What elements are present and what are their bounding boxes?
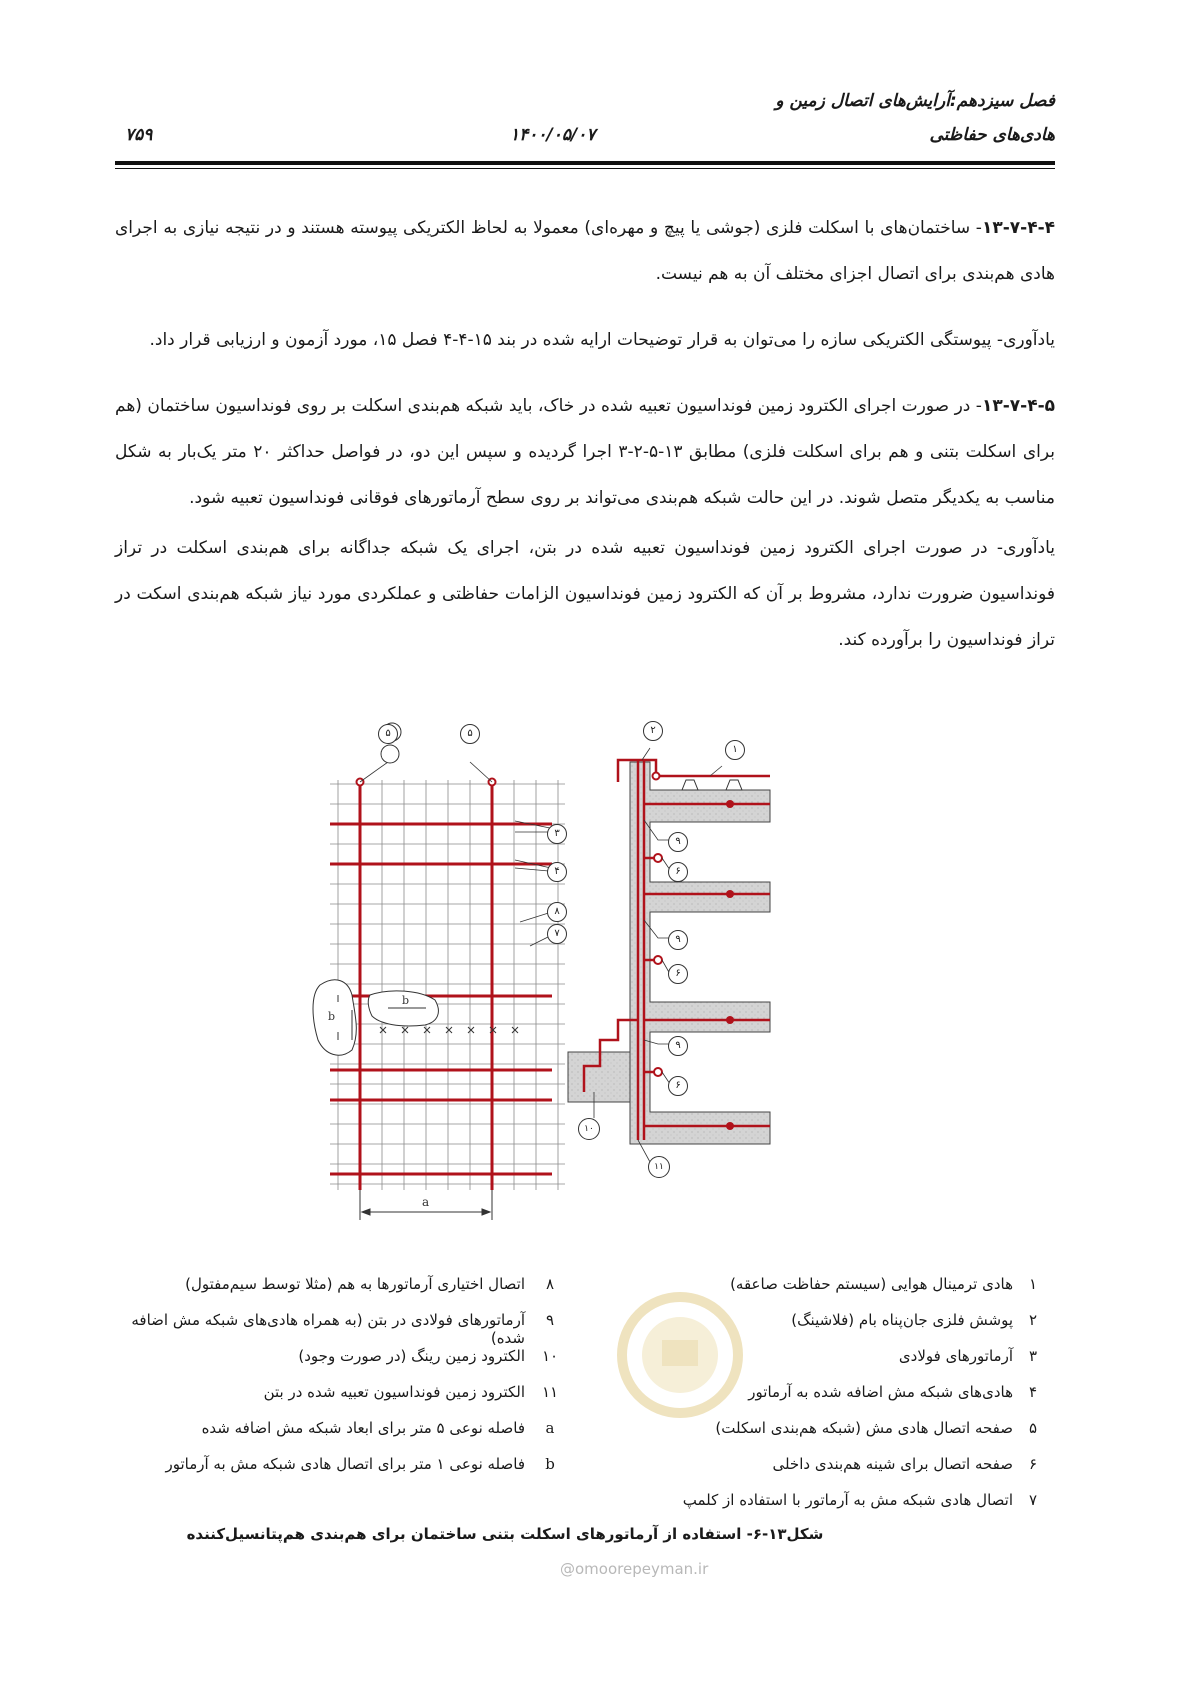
- callout-8: ۸: [547, 902, 567, 922]
- legend-number: a: [545, 1419, 555, 1437]
- callout-6: ۶: [668, 1076, 688, 1096]
- mesh-grid-diagram: [313, 762, 565, 1220]
- dimension-b-label: b: [402, 994, 410, 1007]
- legend-row: [115, 1491, 1055, 1527]
- page-header: [115, 78, 1055, 170]
- caption-text: استفاده از آرماتورهای اسکلت بتنی ساختمان برای هم‌بندی هم‌پتانسیل‌کننده: [186, 1525, 742, 1543]
- legend-number: ۵: [1028, 1419, 1038, 1437]
- legend-text: آرماتورهای فولادی: [898, 1347, 1013, 1365]
- callout-9: ۹: [668, 930, 688, 950]
- callout-3: ۳: [547, 824, 567, 844]
- legend-row: [115, 1383, 1055, 1419]
- header-date: ۱۴۰۰/۰۵/۰۷: [510, 125, 596, 145]
- note-paragraph: یادآوری- در صورت اجرای الکترود زمین فونداسیون تعبیه شده در بتن، اجرای یک شبکه جداگانه برای هم‌بندی اسکلت در تراز فونداسیون ضرورت ندارد، مشروط بر آن که الکترود زمین فونداسیون الزامات حفاظتی و عملکردی مورد نیاز شبکه هم‌بندی اسکت در تراز فونداسیون را برآورده کند.: [115, 538, 1055, 650]
- clamp-marks: [380, 1027, 518, 1033]
- callout-10: ۱۰: [578, 1118, 600, 1140]
- legend-text: فاصله نوعی ۵ متر برای ابعاد شبکه مش اضافه شده: [201, 1419, 525, 1437]
- reinforcement-bonding-figure: [330, 770, 870, 1250]
- body-text: [115, 205, 1055, 683]
- callout-6: ۶: [668, 964, 688, 984]
- legend-number: ۶: [1028, 1455, 1038, 1473]
- legend-number: ۴: [1028, 1383, 1038, 1401]
- page-number: ۷۵۹: [125, 125, 153, 145]
- figure-legend: [115, 1275, 1055, 1527]
- legend-text: صفحه اتصال هادی مش (شبکه هم‌بندی اسکلت): [715, 1419, 1013, 1437]
- figure-caption: [115, 1525, 895, 1543]
- legend-text: الکترود زمین رینگ (در صورت وجود): [298, 1347, 525, 1365]
- legend-number: ۱۰: [541, 1347, 559, 1365]
- callout-7: ۷: [547, 924, 567, 944]
- callout-1: ۱: [725, 740, 745, 760]
- paragraph-13-7-4-4: [115, 205, 1055, 297]
- chapter-title: [715, 84, 1055, 152]
- clause-number: ۱۳-۷-۴-۴: [981, 218, 1055, 238]
- dimension-b-label: b: [328, 1010, 336, 1023]
- legend-text: فاصله نوعی ۱ متر برای اتصال هادی شبکه مش به آرماتور: [165, 1455, 525, 1473]
- legend-text: اتصال اختیاری آرماتورها به هم (مثلا توسط سیم‌مفتول): [185, 1275, 525, 1293]
- legend-text: آرماتورهای فولادی در بتن (به همراه هادی‌های شبکه مش اضافه شده): [131, 1311, 525, 1347]
- legend-row: [115, 1419, 1055, 1455]
- legend-number: ۱: [1028, 1275, 1038, 1293]
- callout-9: ۹: [668, 832, 688, 852]
- legend-number: ۹: [545, 1311, 555, 1329]
- legend-text: پوشش فلزی جان‌پناه بام (فلاشینگ): [791, 1311, 1013, 1329]
- paragraph-13-7-4-5: [115, 383, 1055, 521]
- caption-label: شکل۱۳-۶-: [746, 1525, 824, 1543]
- callout-11: ۱۱: [648, 1156, 670, 1178]
- legend-text: هادی‌های شبکه مش اضافه شده به آرماتور: [748, 1383, 1013, 1401]
- header-rule-thin: [115, 168, 1055, 169]
- legend-row: [115, 1455, 1055, 1491]
- legend-number: ۸: [545, 1275, 555, 1293]
- legend-number: ۳: [1028, 1347, 1038, 1365]
- callout-5-left: ۵: [378, 724, 398, 744]
- clause-number: ۱۳-۷-۴-۵: [981, 396, 1055, 416]
- callout-4: ۴: [547, 862, 567, 882]
- chapter-title-line1: فصل سیزدهم:آرایش‌های اتصال زمین و: [775, 91, 1055, 111]
- header-rule-thick: [115, 161, 1055, 165]
- callout-9: ۹: [668, 1036, 688, 1056]
- legend-row: [115, 1347, 1055, 1383]
- dimension-a-label: a: [422, 1195, 430, 1209]
- paragraph-text: - در صورت اجرای الکترود زمین فونداسیون تعبیه شده در خاک، باید شبکه هم‌بندی اسکلت بر روی فونداسیون ساختمان (هم برای اسکلت بتنی و هم برای اسکلت فلزی) مطابق ۱۳-۵-۲-۳ اجرا گردیده و سپس این دو، در فواصل حداکثر ۲۰ متر یک‌بار به شکل مناسب به یکدیگر متصل شوند. در این حالت شبکه هم‌بندی می‌تواند بر روی سطح آرماتورهای فوقانی فونداسیون تعبیه شود.: [115, 396, 1055, 508]
- legend-number: ۱۱: [541, 1383, 559, 1401]
- callout-2: ۲: [643, 721, 663, 741]
- legend-text: هادی ترمینال هوایی (سیستم حفاظت صاعقه): [730, 1275, 1013, 1293]
- legend-text: صفحه اتصال برای شینه هم‌بندی داخلی: [772, 1455, 1013, 1473]
- legend-number: ۲: [1028, 1311, 1038, 1329]
- building-section-diagram: [568, 748, 770, 1162]
- legend-number: ۷: [1028, 1491, 1038, 1509]
- legend-row: [115, 1275, 1055, 1311]
- callout-5-right: ۵: [460, 724, 480, 744]
- legend-row: [115, 1311, 1055, 1347]
- legend-text: الکترود زمین فونداسیون تعبیه شده در بتن: [263, 1383, 525, 1401]
- legend-text: اتصال هادی شبکه مش به آرماتور با استفاده از کلمپ: [682, 1491, 1013, 1509]
- note-paragraph: یادآوری- پیوستگی الکتریکی سازه را می‌توان به قرار توضیحات ارایه شده در بند ۱۵-۴-۴ فصل ۱۵، مورد آزمون و ارزیابی قرار داد.: [149, 330, 1055, 350]
- watermark-url: @omoorepeyman.ir: [560, 1560, 709, 1578]
- callout-6: ۶: [668, 862, 688, 882]
- legend-number: b: [545, 1455, 555, 1473]
- paragraph-text: - ساختمان‌های با اسکلت فلزی (جوشی یا پیچ و مهره‌ای) معمولا به لحاظ الکتریکی پیوسته هستند و در نتیجه نیازی به اجرای هادی هم‌بندی برای اتصال اجزای مختلف آن به هم نیست.: [115, 218, 1055, 284]
- chapter-title-line2: هادی‌های حفاظتی: [929, 125, 1055, 145]
